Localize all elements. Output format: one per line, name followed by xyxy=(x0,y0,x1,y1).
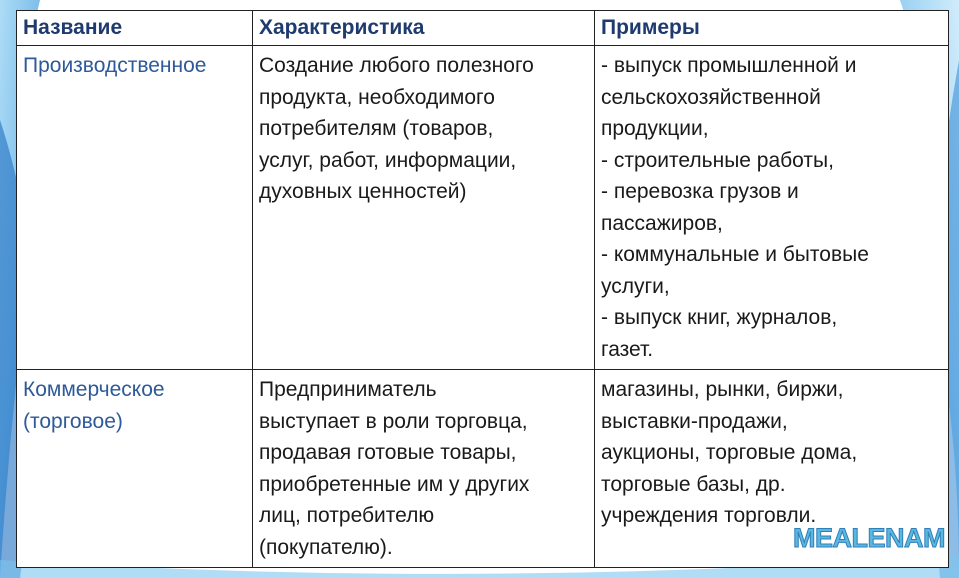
row-characteristic: Создание любого полезного продукта, необходимого потребителям (товаров, услуг, работ, информации, духовных ценностей) xyxy=(259,54,534,203)
header-examples: Примеры xyxy=(595,11,949,46)
table-header-row xyxy=(17,11,949,46)
table-row xyxy=(17,46,949,370)
row-examples-cell xyxy=(595,46,949,370)
row-characteristic-cell xyxy=(253,370,595,568)
row-name-cell xyxy=(17,370,253,568)
row-name: Коммерческое (торговое) xyxy=(23,378,165,433)
row-name-cell xyxy=(17,46,253,370)
watermark-logo: MEALENAM xyxy=(793,523,945,553)
row-examples: магазины, рынки, биржи, выставки-продажи, аукционы, торговые дома, торговые базы, др. учреждения торговли. xyxy=(601,378,858,527)
header-name: Название xyxy=(17,11,253,46)
row-characteristic-cell xyxy=(253,46,595,370)
row-examples: - выпуск промышленной и сельскохозяйственной продукции, - строительные работы, - перевозка грузов и пассажиров, - коммунальные и бытовые услуги, - выпуск книг, журналов, газет. xyxy=(601,54,869,361)
header-characteristic: Характеристика xyxy=(253,11,595,46)
row-characteristic: Предприниматель выступает в роли торговца, продавая готовые товары, приобретенные им у других лиц, потребителю (покупателю). xyxy=(259,378,530,559)
row-name: Производственное xyxy=(23,54,207,77)
activity-types-table xyxy=(16,10,949,568)
